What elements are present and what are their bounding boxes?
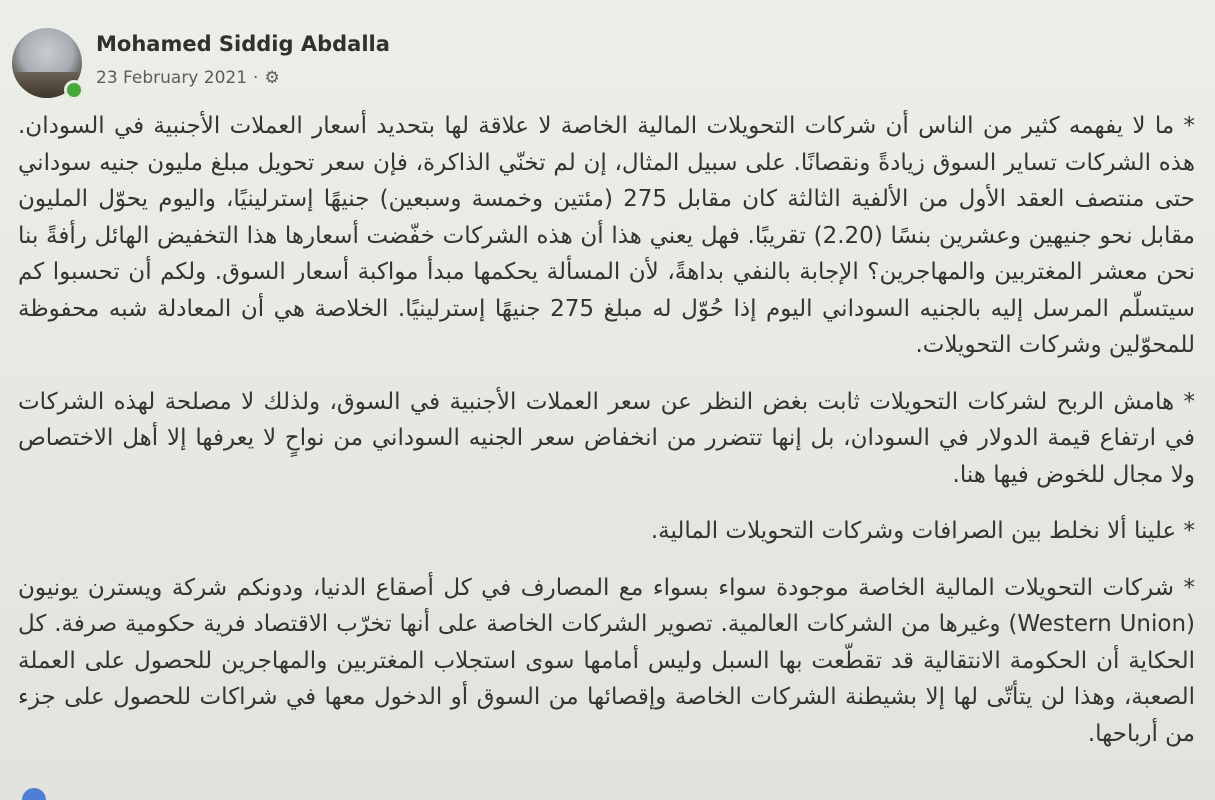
- post-paragraph-1: * ما لا يفهمه كثير من الناس أن شركات التحويلات المالية الخاصة لا علاقة لها بتحديد أسعار العملات الأجنبية في السودان. هذه الشركات تساير السوق زيادةً ونقصانًا. على سبيل المثال، إن لم تخنّي الذاكرة، فإن سعر تحويل مبلغ مليون جنيه سوداني حتى منتصف العقد الأول من الألفية الثالثة كان مقابل 275 (مئتين وخمسة وسبعين) جنيهًا إسترلينيًا، واليوم يحوّل المليون مقابل نحو جنيهين وعشرين بنسًا (2.20) تقريبًا. فهل يعني هذا أن هذه الشركات خفّضت أسعارها هذا التخفيض الهائل رأفةً بنا نحن معشر المغتربين والمهاجرين؟ الإجابة بالنفي بداهةً، لأن المسألة يحكمها مبدأ مواكبة أسعار السوق. ولكم أن تحسبوا كم سيتسلّم المرسل إليه بالجنيه السوداني اليوم إذا حُوّل له مبلغ 275 جنيهًا إسترلينيًا. الخلاصة هي أن المعادلة شبه محفوظة للمحوّلين وشركات التحويلات.: [18, 113, 1195, 358]
- post-date[interactable]: 23 February 2021: [96, 68, 248, 88]
- post-paragraph-4: * شركات التحويلات المالية الخاصة موجودة سواء بسواء مع المصارف في كل أصقاع الدنيا، ودونكم شركة ويسترن يونيون (Western Union) وغيرها من الشركات العالمية. تصوير الشركات الخاصة على أنها تخرّب الاقتصاد فرية حكومية صرفة. كل الحكاية أن الحكومة الانتقالية قد تقطّعت بها السبل وليس أمامها سوى استجلاب المغتربين والمهاجرين للحصول على العملة الصعبة، وهذا لن يتأتّى لها إلا بشيطنة الشركات الخاصة وإقصائها من السوق أو الدخول معها في شراكات للحصول على جزء من أرباحها.: [18, 574, 1196, 747]
- post-paragraph-3: * علينا ألا نخلط بين الصرافات وشركات التحويلات المالية.: [650, 518, 1195, 544]
- post-paragraph-2: * هامش الربح لشركات التحويلات ثابت بغض النظر عن سعر العملات الأجنبية في السوق، ولذلك لا مصلحة لهذه الشركات في ارتفاع قيمة الدولار في السودان، بل إنها تتضرر من انخفاض سعر الجنيه السوداني من نواحٍ لا يعرفها إلا أهل الاختصاص ولا مجال للخوض فيها هنا.: [18, 388, 1195, 488]
- post-meta: [96, 68, 280, 88]
- like-reaction-icon[interactable]: [22, 788, 46, 800]
- post-body: [18, 108, 1195, 772]
- author-name[interactable]: Mohamed Siddig Abdalla: [96, 32, 390, 56]
- meta-separator: ·: [253, 68, 259, 88]
- online-status-dot: [64, 80, 84, 100]
- reactions-bar-cropped: [0, 788, 1215, 800]
- gear-icon[interactable]: ⚙: [264, 68, 280, 88]
